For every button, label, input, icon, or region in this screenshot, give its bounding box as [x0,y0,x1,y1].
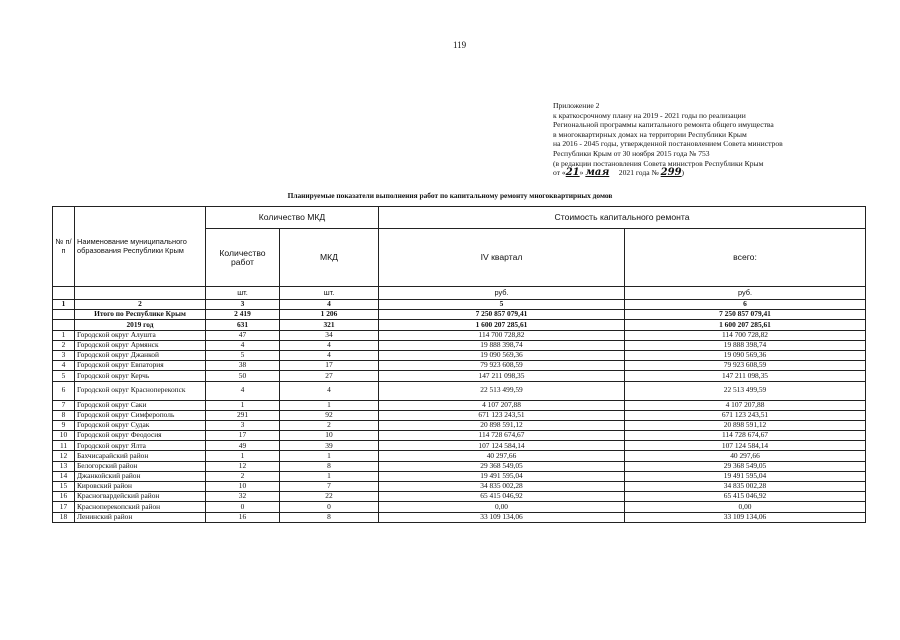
total-cost: 114 700 728,82 [625,330,866,340]
annex-line: к краткосрочному плану на 2019 - 2021 годы по реализации [553,110,746,120]
quarter-cost: 20 898 591,12 [379,420,625,430]
row-number: 8 [53,410,75,420]
total-cost: 79 923 608,59 [625,361,866,371]
works-count: 47 [206,330,280,340]
table-row [53,441,866,451]
header-name: Наименование муниципального образования Республики Крым [75,207,206,287]
table-row [53,471,866,481]
quarter-cost: 29 368 549,05 [379,461,625,471]
total-cost: 34 835 002,28 [625,482,866,492]
municipality-name: Городской округ Ялта [75,441,206,451]
closing-paren: ) [681,168,685,178]
row-number: 6 [53,381,75,400]
row-number: 14 [53,471,75,481]
quarter-cost: 33 109 134,06 [379,512,625,522]
header-quarter: IV квартал [379,229,625,287]
summary-mkd: 321 [280,320,379,330]
col-number: 2 [75,300,206,310]
mkd-count: 22 [280,492,379,502]
mkd-count: 7 [280,482,379,492]
header-works: Количество работ [206,229,280,287]
table-row [53,350,866,360]
annex-line: на 2016 - 2045 годы, утвержденной постановлением Совета министров [553,139,783,149]
mkd-count: 1 [280,451,379,461]
table-row [53,451,866,461]
total-cost: 19 090 569,36 [625,350,866,360]
row-number: 5 [53,371,75,381]
quarter-cost: 19 090 569,36 [379,350,625,360]
table-row [53,492,866,502]
total-cost: 147 211 098,35 [625,371,866,381]
works-count: 5 [206,350,280,360]
table-row [53,410,866,420]
table-header [53,207,866,310]
col-number: 1 [53,300,75,310]
summary-label: Итого по Республике Крым [75,310,206,320]
municipality-name: Ленинский район [75,512,206,522]
quarter-cost: 19 888 398,74 [379,340,625,350]
total-cost: 4 107 207,88 [625,400,866,410]
header-total: всего: [625,229,866,287]
row-number: 15 [53,482,75,492]
unit-works: шт. [206,287,280,300]
mkd-count: 4 [280,381,379,400]
works-count: 10 [206,482,280,492]
col-number: 6 [625,300,866,310]
mkd-count: 34 [280,330,379,340]
indicators-table [52,206,866,523]
works-count: 1 [206,400,280,410]
quarter-cost: 40 297,66 [379,451,625,461]
works-count: 38 [206,361,280,371]
mkd-count: 4 [280,340,379,350]
municipality-name: Кировский район [75,482,206,492]
year-text: 2021 года № [618,168,659,178]
mkd-count: 8 [280,512,379,522]
mkd-count: 39 [280,441,379,451]
unit-empty [75,287,206,300]
quarter-cost: 671 123 243,51 [379,410,625,420]
row-number: 16 [53,492,75,502]
unit-quarter: руб. [379,287,625,300]
table-row [53,482,866,492]
row-number: 2 [53,340,75,350]
quarter-cost: 34 835 002,28 [379,482,625,492]
row-number: 17 [53,502,75,512]
date-prefix: от « [553,168,566,178]
annex-line: Приложение 2 [553,101,600,110]
municipality-name: Городской округ Керчь [75,371,206,381]
works-count: 32 [206,492,280,502]
mkd-count: 27 [280,371,379,381]
table-row [53,361,866,371]
total-cost: 107 124 584,14 [625,441,866,451]
table-summary [53,310,866,330]
table-row [53,420,866,430]
mkd-count: 2 [280,420,379,430]
summary-works: 2 419 [206,310,280,320]
works-count: 16 [206,512,280,522]
municipality-name: Бахчисарайский район [75,451,206,461]
col-number: 3 [206,300,280,310]
row-number: 9 [53,420,75,430]
total-cost: 671 123 243,51 [625,410,866,420]
row-number: 1 [53,330,75,340]
works-count: 2 [206,471,280,481]
summary-total: 7 250 857 079,41 [625,310,866,320]
works-count: 4 [206,340,280,350]
unit-mkd: шт. [280,287,379,300]
row-number: 10 [53,431,75,441]
works-count: 12 [206,461,280,471]
summary-quarter: 1 600 207 285,61 [379,320,625,330]
row-number: 3 [53,350,75,360]
works-count: 4 [206,381,280,400]
mkd-count: 0 [280,502,379,512]
works-count: 49 [206,441,280,451]
quarter-cost: 107 124 584,14 [379,441,625,451]
page-number: 119 [453,40,467,50]
row-number: 12 [53,451,75,461]
annex-line: Региональной программы капитального ремонта общего имущества [553,120,774,130]
municipality-name: Красноперекопский район [75,502,206,512]
header-mkd: МКД [280,229,379,287]
works-count: 17 [206,431,280,441]
row-number: 4 [53,361,75,371]
municipality-name: Городской округ Евпатория [75,361,206,371]
municipality-name: Белогорский район [75,461,206,471]
table-row [53,330,866,340]
total-cost: 29 368 549,05 [625,461,866,471]
annex-line: Республики Крым от 30 ноября 2015 года № 753 [553,148,710,158]
works-count: 291 [206,410,280,420]
row-number: 18 [53,512,75,522]
table-row [53,400,866,410]
municipality-name: Красногвардейский район [75,492,206,502]
summary-label: 2019 год [75,320,206,330]
municipality-name: Городской округ Армянск [75,340,206,350]
total-cost: 40 297,66 [625,451,866,461]
municipality-name: Городской округ Судак [75,420,206,430]
summary-mkd: 1 206 [280,310,379,320]
municipality-name: Городской округ Феодосия [75,431,206,441]
municipality-name: Джанкойский район [75,471,206,481]
total-cost: 0,00 [625,502,866,512]
col-number: 5 [379,300,625,310]
total-cost: 65 415 046,92 [625,492,866,502]
row-number: 11 [53,441,75,451]
table-row [53,381,866,400]
mkd-count: 8 [280,461,379,471]
total-cost: 22 513 499,59 [625,381,866,400]
works-count: 0 [206,502,280,512]
col-number: 4 [280,300,379,310]
table-body [53,330,866,522]
header-mkd-group: Количество МКД [206,207,379,229]
works-count: 3 [206,420,280,430]
quarter-cost: 0,00 [379,502,625,512]
quarter-cost: 22 513 499,59 [379,381,625,400]
total-cost: 114 728 674,67 [625,431,866,441]
mkd-count: 1 [280,400,379,410]
total-cost: 33 109 134,06 [625,512,866,522]
quarter-cost: 19 491 595,04 [379,471,625,481]
date-mid: » [579,168,584,178]
document-title: Планируемые показатели выполнения работ по капитальному ремонту многоквартирных домов [287,191,613,200]
municipality-name: Городской округ Красноперекопск [75,381,206,400]
summary-total: 1 600 207 285,61 [625,320,866,330]
mkd-count: 92 [280,410,379,420]
quarter-cost: 114 700 728,82 [379,330,625,340]
table-row [53,431,866,441]
summary-works: 631 [206,320,280,330]
total-cost: 19 491 595,04 [625,471,866,481]
municipality-name: Городской округ Саки [75,400,206,410]
mkd-count: 1 [280,471,379,481]
summary-row [53,320,866,330]
quarter-cost: 4 107 207,88 [379,400,625,410]
table-row [53,502,866,512]
handwritten-month: мая [585,167,610,179]
table-row [53,340,866,350]
quarter-cost: 79 923 608,59 [379,361,625,371]
summary-row [53,310,866,320]
row-number: 13 [53,461,75,471]
summary-quarter: 7 250 857 079,41 [379,310,625,320]
row-number: 7 [53,400,75,410]
municipality-name: Городской округ Алушта [75,330,206,340]
annex-block [553,101,853,178]
quarter-cost: 65 415 046,92 [379,492,625,502]
total-cost: 20 898 591,12 [625,420,866,430]
unit-total: руб. [625,287,866,300]
mkd-count: 17 [280,361,379,371]
municipality-name: Городской округ Симферополь [75,410,206,420]
quarter-cost: 147 211 098,35 [379,371,625,381]
table-row [53,371,866,381]
mkd-count: 10 [280,431,379,441]
total-cost: 19 888 398,74 [625,340,866,350]
annex-line: в многоквартирных домах на территории Республики Крым [553,129,747,139]
table-row [53,461,866,471]
annex-date-line [553,168,853,178]
header-cost-group: Стоимость капитального ремонта [379,207,866,229]
annex-line: (в редакции постановления Совета министров Республики Крым [553,158,764,168]
table-row [53,512,866,522]
quarter-cost: 114 728 674,67 [379,431,625,441]
mkd-count: 4 [280,350,379,360]
handwritten-number: 299 [660,167,682,179]
municipality-name: Городской округ Джанкой [75,350,206,360]
header-num: № п/п [53,207,75,287]
handwritten-day: 21 [565,167,580,179]
unit-empty [53,287,75,300]
works-count: 50 [206,371,280,381]
works-count: 1 [206,451,280,461]
